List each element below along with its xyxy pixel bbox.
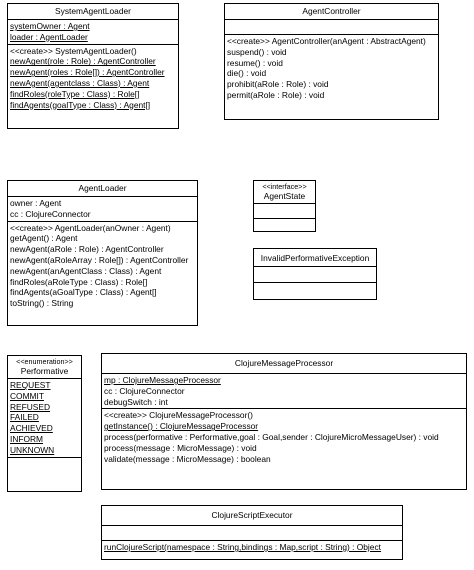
class-name-text: AgentLoader (78, 183, 127, 193)
stereotype: <<enumeration>> (16, 357, 73, 366)
class-clojure-message-processor (101, 353, 467, 490)
attributes-compartment (254, 203, 315, 218)
enum-performative (7, 355, 82, 492)
operations-compartment (8, 457, 81, 470)
operation: resume() : void (227, 57, 283, 68)
class-name (8, 181, 197, 196)
class-name-text: SystemAgentLoader (55, 6, 131, 16)
operation: process(performative : Performative,goal : Goal,sender : ClojureMicroMessageUser) : void (104, 431, 439, 442)
operation: <<create>> AgentController(anAgent : AbstractAgent) (227, 36, 426, 46)
class-name-text: ClojureMessageProcessor (234, 358, 334, 368)
attribute: mp : ClojureMessageProcessor (104, 375, 221, 385)
operation: newAgent(role : Role) : AgentController (10, 56, 156, 67)
operations-compartment (254, 282, 376, 295)
class-name (254, 249, 376, 266)
operation: getInstance() : ClojureMessageProcessor (104, 421, 259, 432)
operation: getAgent() : Agent (10, 233, 78, 244)
operation: permit(aRole : Role) : void (227, 89, 325, 100)
class-name-text: ClojureScriptExecutor (211, 510, 293, 520)
class-name (225, 4, 438, 19)
enum-literal: INFORM (10, 433, 44, 444)
operations-compartment (225, 34, 438, 102)
enum-literal: FAILED (10, 412, 39, 423)
attribute: cc : ClojureConnector (10, 208, 91, 219)
enum-literal: COMMIT (10, 390, 44, 401)
operation: newAgent(agentclass : Class) : Agent (10, 77, 150, 88)
class-name (8, 4, 178, 19)
class-name-text: AgentState (263, 191, 306, 201)
operations-compartment (254, 218, 315, 229)
operation: prohibit(aRole : Role) : void (227, 79, 329, 90)
operations-compartment (102, 540, 402, 554)
class-agent-loader (7, 180, 198, 326)
operation: die() : void (227, 68, 267, 79)
operations-compartment (8, 221, 197, 310)
attributes-compartment (102, 373, 466, 408)
class-name-text: AgentController (302, 6, 361, 16)
attributes-compartment (8, 196, 197, 221)
attribute: cc : ClojureConnector (104, 385, 185, 396)
operation: findRoles(aRoleType : Class) : Role[] (10, 276, 148, 287)
enum-literal: ACHIEVED (10, 423, 53, 434)
operation: <<create>> ClojureMessageProcessor() (104, 410, 253, 421)
operation: newAgent(anAgentClass : Class) : Agent (10, 265, 162, 276)
stereotype: <<interface>> (262, 182, 307, 191)
attributes-compartment (102, 525, 402, 540)
enum-literal: REFUSED (10, 401, 51, 412)
operation: findAgents(aGoalType : Class) : Agent[] (10, 287, 157, 298)
class-name-text: InvalidPerformativeException (260, 253, 370, 263)
interface-agent-state (253, 180, 316, 232)
operation: toString() : String (10, 298, 74, 309)
class-name-text: Performative (20, 366, 69, 376)
attributes-compartment (225, 19, 438, 34)
class-header (8, 356, 81, 378)
enum-literal: UNKNOWN (10, 444, 55, 455)
operation: findRoles(roleType : Class) : Role[] (10, 88, 140, 99)
operation: runClojureScript(namespace : String,bindings : Map,script : String) : Object (104, 542, 381, 552)
class-name (102, 354, 466, 373)
operation: validate(message : MicroMessage) : boolean (104, 453, 271, 464)
operation: <<create>> SystemAgentLoader() (10, 45, 137, 56)
operation: newAgent(roles : Role[]) : AgentController (10, 67, 165, 78)
operation: newAgent(aRoleArray : Role[]) : AgentController (10, 254, 189, 265)
operation: <<create>> AgentLoader(anOwner : Agent) (10, 222, 171, 233)
operation: newAgent(aRole : Role) : AgentController (10, 244, 164, 255)
operations-compartment (8, 44, 178, 112)
enum-literal: REQUEST (10, 380, 51, 390)
class-invalid-performative-exception (253, 248, 377, 300)
attribute: loader : AgentLoader (10, 31, 88, 42)
attribute: owner : Agent (10, 198, 62, 208)
attribute: systemOwner : Agent (10, 21, 90, 31)
attributes-compartment (254, 266, 376, 282)
class-system-agent-loader (7, 3, 179, 129)
literals-compartment (8, 378, 81, 457)
operation: process(message : MicroMessage) : void (104, 442, 257, 453)
attributes-compartment (8, 19, 178, 44)
operation: findAgents(goalType : Class) : Agent[] (10, 99, 151, 110)
class-clojure-script-executor (101, 505, 403, 560)
class-header (254, 181, 315, 203)
operations-compartment (102, 408, 466, 465)
class-name (102, 506, 402, 525)
attribute: debugSwitch : int (104, 396, 168, 407)
class-agent-controller (224, 3, 439, 120)
operation: suspend() : void (227, 46, 287, 57)
